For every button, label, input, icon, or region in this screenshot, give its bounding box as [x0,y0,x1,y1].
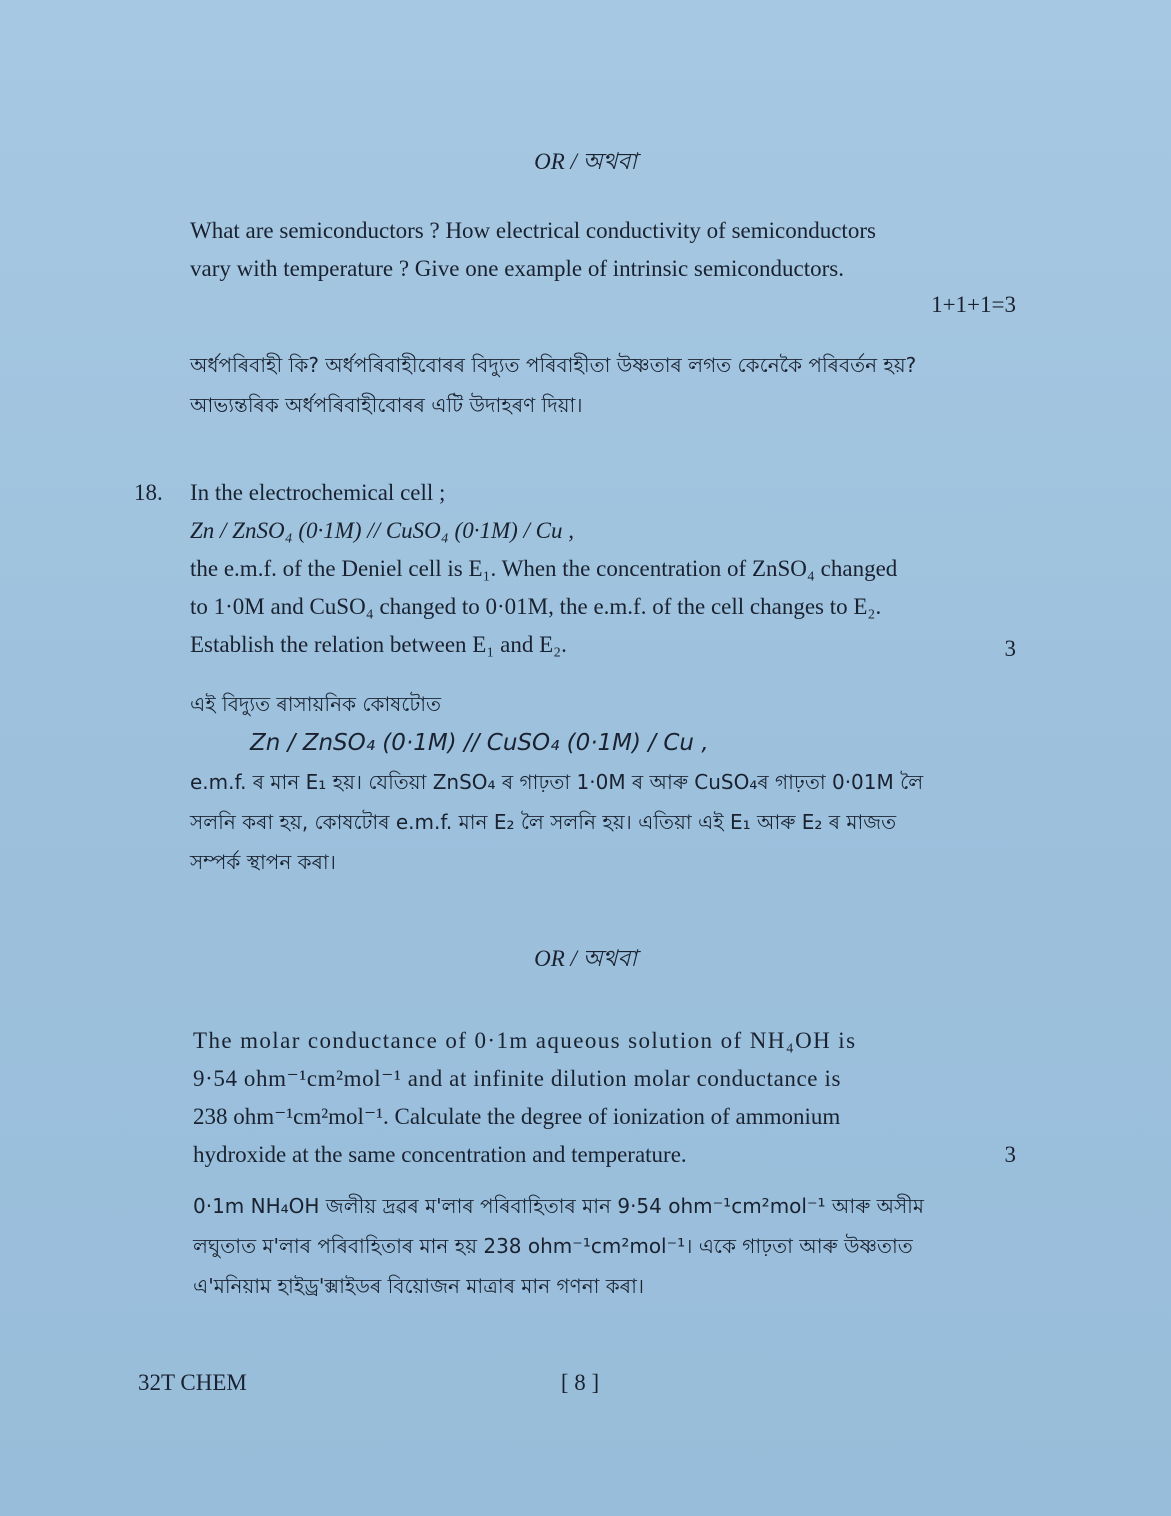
question-18-bn [190,684,1030,882]
question-line: to 1·0M and CuSO₄ changed to 0·01M, the e.m.f. of the cell changes to E₂. [190,594,882,619]
semiconductor-question-bn [190,345,1030,425]
question-line-assamese: e.m.f. ৰ মান E₁ হয়। যেতিয়া ZnSO₄ ৰ গাঢ়তা 1·0M ৰ আৰু CuSO₄ৰ গাঢ়তা 0·01M লৈ [190,770,924,794]
question-line: the e.m.f. of the Deniel cell is E₁. When the concentration of ZnSO₄ changed [190,556,898,581]
question-line-assamese: এ'মনিয়াম হাইড্ৰ'ক্সাইডৰ বিয়োজন মাত্ৰাৰ মান গণনা কৰা। [193,1274,645,1298]
molar-conductance-question-bn [193,1186,1033,1306]
or-heading: OR / অথবা [534,149,637,174]
marks-label: 3 [1004,636,1016,661]
question-line-assamese: এই বিদ্যুত ৰাসায়নিক কোষটোত [190,692,442,716]
or-heading: OR / অথবা [534,946,637,971]
question-line: In the electrochemical cell ; [190,480,446,505]
page-number: [ 8 ] [560,1370,600,1395]
question-line-assamese: আভ্যন্তৰিক অৰ্ধপৰিবাহীবোৰৰ এটি উদাহৰণ দিয়া। [190,393,583,417]
semiconductor-question-en [190,212,1016,288]
question-line-assamese: অৰ্ধপৰিবাহী কি? অৰ্ধপৰিবাহীবোৰৰ বিদ্যুত পৰিবাহীতা উষ্ণতাৰ লগত কেনেকৈ পৰিবৰ্তন হয়? [190,353,917,377]
question-line: vary with temperature ? Give one example of intrinsic semiconductors. [190,256,845,281]
question-line-assamese: 0·1m NH₄OH জলীয় দ্ৰৱৰ ম'লাৰ পৰিবাহিতাৰ মান 9·54 ohm⁻¹cm²mol⁻¹ আৰু অসীম [193,1194,925,1218]
question-line-assamese: লঘুতাত ম'লাৰ পৰিবাহিতাৰ মান হয় 238 ohm⁻¹cm²mol⁻¹। একে গাঢ়তা আৰু উষ্ণতাত [193,1234,913,1258]
question-line: hydroxide at the same concentration and temperature. [193,1142,687,1167]
molar-conductance-question-en [193,1022,1019,1174]
marks-label: 3 [1004,1142,1016,1167]
question-line: 238 ohm⁻¹cm²mol⁻¹. Calculate the degree of ionization of ammonium [193,1104,841,1129]
cell-notation: Zn / ZnSO₄ (0·1M) // CuSO₄ (0·1M) / Cu , [250,730,709,756]
question-line-assamese: সম্পৰ্ক স্থাপন কৰা। [190,850,336,874]
paper-code: 32T CHEM [138,1370,247,1395]
marks-label: 1+1+1=3 [931,292,1016,317]
question-number: 18. [134,480,163,505]
question-18-en [190,474,1016,664]
question-line: The molar conductance of 0·1m aqueous solution of NH₄OH is [193,1028,857,1053]
question-line: Establish the relation between E₁ and E₂. [190,632,567,657]
question-line: 9·54 ohm⁻¹cm²mol⁻¹ and at infinite dilution molar conductance is [193,1066,842,1091]
question-line-assamese: সলনি কৰা হয়, কোষটোৰ e.m.f. মান E₂ লৈ সলনি হয়। এতিয়া এই E₁ আৰু E₂ ৰ মাজত [190,810,897,834]
question-line: What are semiconductors ? How electrical conductivity of semiconductors [190,218,876,243]
cell-notation: Zn / ZnSO₄ (0·1M) // CuSO₄ (0·1M) / Cu , [190,518,574,543]
